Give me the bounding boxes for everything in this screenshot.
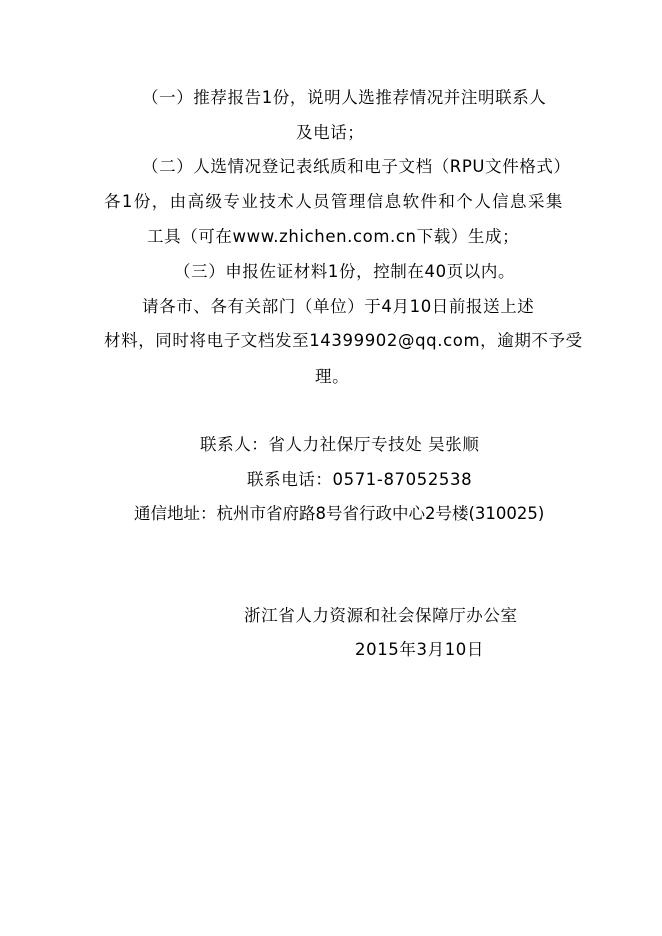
item1-line2: 及电话； <box>296 123 365 142</box>
item3-line1: （三）申报佐证材料1份，控制在40页以内。 <box>174 262 516 281</box>
contact-person: 联系人：省人力社保厅专技处 吴张顺 <box>200 435 480 454</box>
contact-phone: 联系电话：0571-87052538 <box>247 470 473 489</box>
item2-line3: 工具（可在www.zhichen.com.cn下载）生成； <box>147 227 520 246</box>
item2-line1: （二）人选情况登记表纸质和电子文档（RPU文件格式） <box>142 157 571 176</box>
request-line1: 请各市、各有关部门（单位）于4月10日前报送上述 <box>142 297 535 316</box>
item1-line1: （一）推荐报告1份，说明人选推荐情况并注明联系人 <box>142 88 547 107</box>
issue-date: 2015年3月10日 <box>355 640 484 659</box>
request-line2: 材料，同时将电子文档发至14399902@qq.com，逾期不予受 <box>104 331 583 350</box>
issuer-name: 浙江省人力资源和社会保障厅办公室 <box>244 606 518 625</box>
item2-line2: 各1份，由高级专业技术人员管理信息软件和个人信息采集 <box>104 192 563 211</box>
request-line3: 理。 <box>315 367 350 386</box>
contact-address: 通信地址：杭州市省府路8号省行政中心2号楼(310025) <box>134 504 545 523</box>
